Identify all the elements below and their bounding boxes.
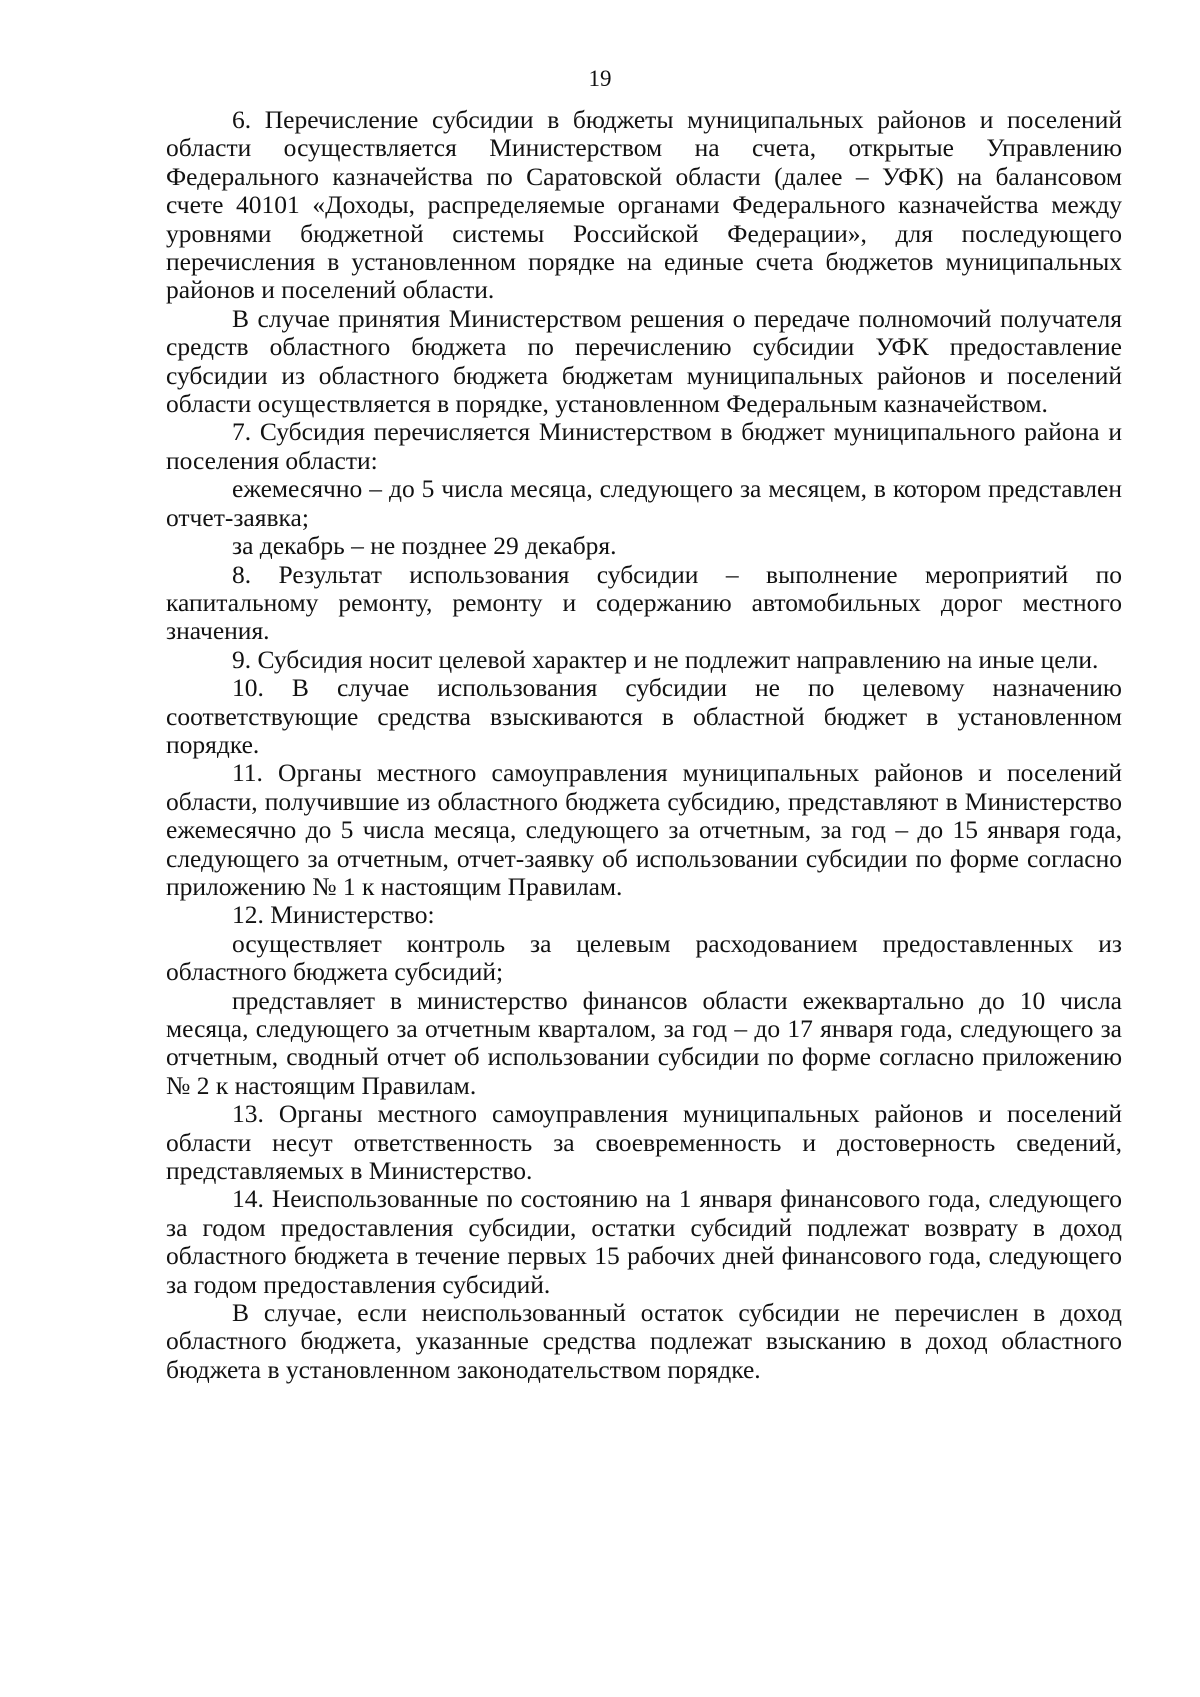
paragraph-6: 6. Перечисление субсидии в бюджеты муниципальных районов и поселений области осуществляется Министерством на счета, открытые Управлению Федерального казначейства по Саратовской области (далее – УФК) на балансовом счете 40101 «Доходы, распределяемые органами Федерального казначейства между уровнями бюджетной системы Российской Федерации», для последующего перечисления в установленном порядке на единые счета бюджетов муниципальных районов и поселений области. bbox=[166, 105, 1122, 305]
page-number: 19 bbox=[588, 66, 612, 91]
paragraph-8: 8. Результат использования субсидии – выполнение мероприятий по капитальному ремонту, ремонту и содержанию автомобильных дорог местного значения. bbox=[166, 559, 1122, 646]
paragraph-7: 7. Субсидия перечисляется Министерством в бюджет муниципального района и поселения области: bbox=[166, 417, 1122, 475]
paragraph-14: 14. Неиспользованные по состоянию на 1 января финансового года, следующего за годом предоставления субсидии, остатки субсидий подлежат возврату в доход областного бюджета в течение первых 15 рабочих дней финансового года, следующего за годом предоставления субсидий. bbox=[166, 1184, 1122, 1299]
paragraph-12-report: представляет в министерство финансов области ежеквартально до 10 числа месяца, следующего за отчетным кварталом, за год – до 17 января года, следующего за отчетным, сводный отчет об использовании субсидии по форме согласно приложению № 2 к настоящим Правилам. bbox=[166, 985, 1122, 1100]
paragraph-6-continuation: В случае принятия Министерством решения о передаче полномочий получателя средств областного бюджета по перечислению субсидии УФК предоставление субсидии из областного бюджета бюджетам муниципальных районов и поселений области осуществляется в порядке, установленном Федеральным казначейством. bbox=[166, 303, 1122, 419]
paragraph-7-december: за декабрь – не позднее 29 декабря. bbox=[232, 531, 617, 561]
paragraph-7-monthly: ежемесячно – до 5 числа месяца, следующего за месяцем, в котором представлен отчет-заявка; bbox=[166, 474, 1122, 532]
paragraph-12-control: осуществляет контроль за целевым расходованием предоставленных из областного бюджета субсидий; bbox=[166, 928, 1122, 987]
paragraph-13: 13. Органы местного самоуправления муниципальных районов и поселений области несут ответственность за своевременность и достоверность сведений, представляемых в Министерство. bbox=[166, 1099, 1122, 1186]
paragraph-10: 10. В случае использования субсидии не по целевому назначению соответствующие средства взыскиваются в областной бюджет в установленном порядке. bbox=[166, 673, 1122, 759]
paragraph-12: 12. Министерство: bbox=[232, 900, 435, 930]
paragraph-11: 11. Органы местного самоуправления муниципальных районов и поселений области, получившие из областного бюджета субсидию, представляют в Министерство ежемесячно до 5 числа месяца, следующего за отчетным, за год – до 15 января года, следующего за отчетным, отчет-заявку об использовании субсидии по форме согласно приложению № 1 к настоящим Правилам. bbox=[166, 758, 1122, 901]
paragraph-14-continuation: В случае, если неиспользованный остаток субсидии не перечислен в доход областного бюджета, указанные средства подлежат взысканию в доход областного бюджета в установленном законодательством порядке. bbox=[166, 1298, 1122, 1384]
paragraph-9: 9. Субсидия носит целевой характер и не подлежит направлению на иные цели. bbox=[232, 644, 1099, 674]
document-body bbox=[166, 106, 1122, 1384]
